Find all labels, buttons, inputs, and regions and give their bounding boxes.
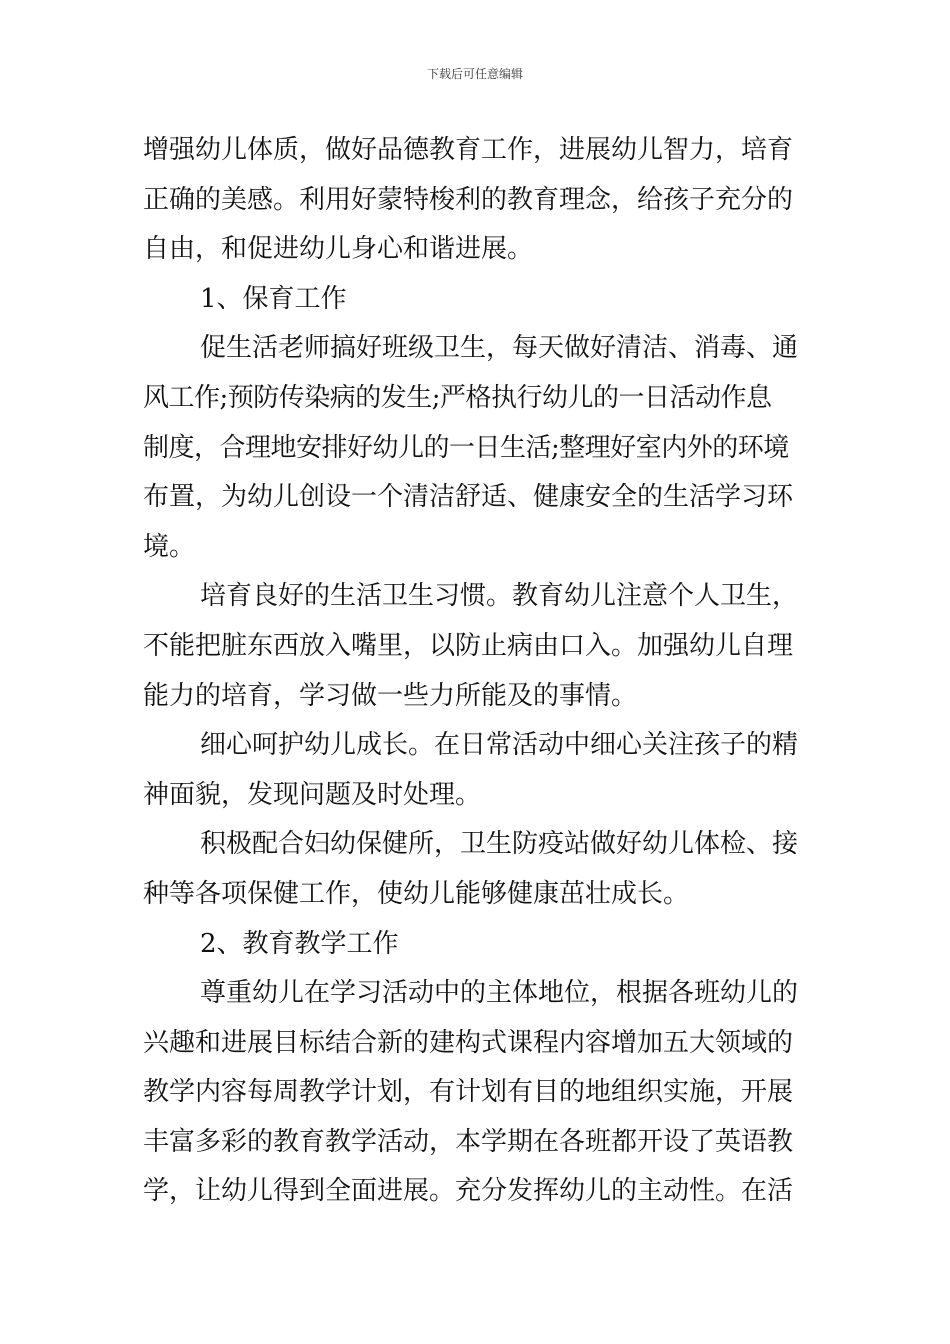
text-line: 风工作;预防传染病的发生;严格执行幼儿的一日活动作息 [143, 382, 772, 413]
text-line: 促生活老师搞好班级卫生，每天做好清洁、消毒、通 [200, 333, 799, 364]
text-line: 境。 [143, 531, 196, 562]
text-line: 学，让幼儿得到全面进展。充分发挥幼儿的主动性。在活 [143, 1176, 794, 1207]
text-line: 正确的美感。利用好蒙特梭利的教育理念，给孩子充分的 [143, 184, 794, 215]
text-line: 神面貌，发现问题及时处理。 [143, 779, 482, 810]
text-line: 教学内容每周教学计划，有计划有目的地组织实施，开展 [143, 1077, 794, 1108]
text-line: 能力的培育，学习做一些力所能及的事情。 [143, 680, 638, 711]
text-line: 兴趣和进展目标结合新的建构式课程内容增加五大领域的 [143, 1027, 794, 1058]
text-line: 尊重幼儿在学习活动中的主体地位，根据各班幼儿的 [200, 978, 799, 1009]
section-heading: 1、保育工作 [200, 283, 347, 314]
text-line: 种等各项保健工作，使幼儿能够健康茁壮成长。 [143, 878, 690, 909]
text-line: 丰富多彩的教育教学活动，本学期在各班都开设了英语教 [143, 1126, 794, 1157]
text-line: 细心呵护幼儿成长。在日常活动中细心关注孩子的精 [200, 730, 799, 761]
text-line: 增强幼儿体质，做好品德教育工作，进展幼儿智力，培育 [143, 135, 794, 165]
page-header: 下载后可任意编辑 [426, 67, 523, 81]
text-line: 制度，合理地安排好幼儿的一日生活;整理好室内外的环境 [143, 432, 789, 463]
text-line: 培育良好的生活卫生习惯。教育幼儿注意个人卫生， [200, 581, 799, 612]
text-line: 不能把脏东西放入嘴里，以防止病由口入。加强幼儿自理 [143, 630, 794, 661]
text-line: 自由，和促进幼儿身心和谐进展。 [143, 234, 534, 265]
document-body [143, 126, 807, 1217]
section-heading: 2、教育教学工作 [200, 928, 399, 959]
text-line: 积极配合妇幼保健所，卫生防疫站做好幼儿体检、接 [200, 829, 799, 860]
text-line: 布置，为幼儿创设一个清洁舒适、健康安全的生活学习环 [143, 482, 794, 513]
